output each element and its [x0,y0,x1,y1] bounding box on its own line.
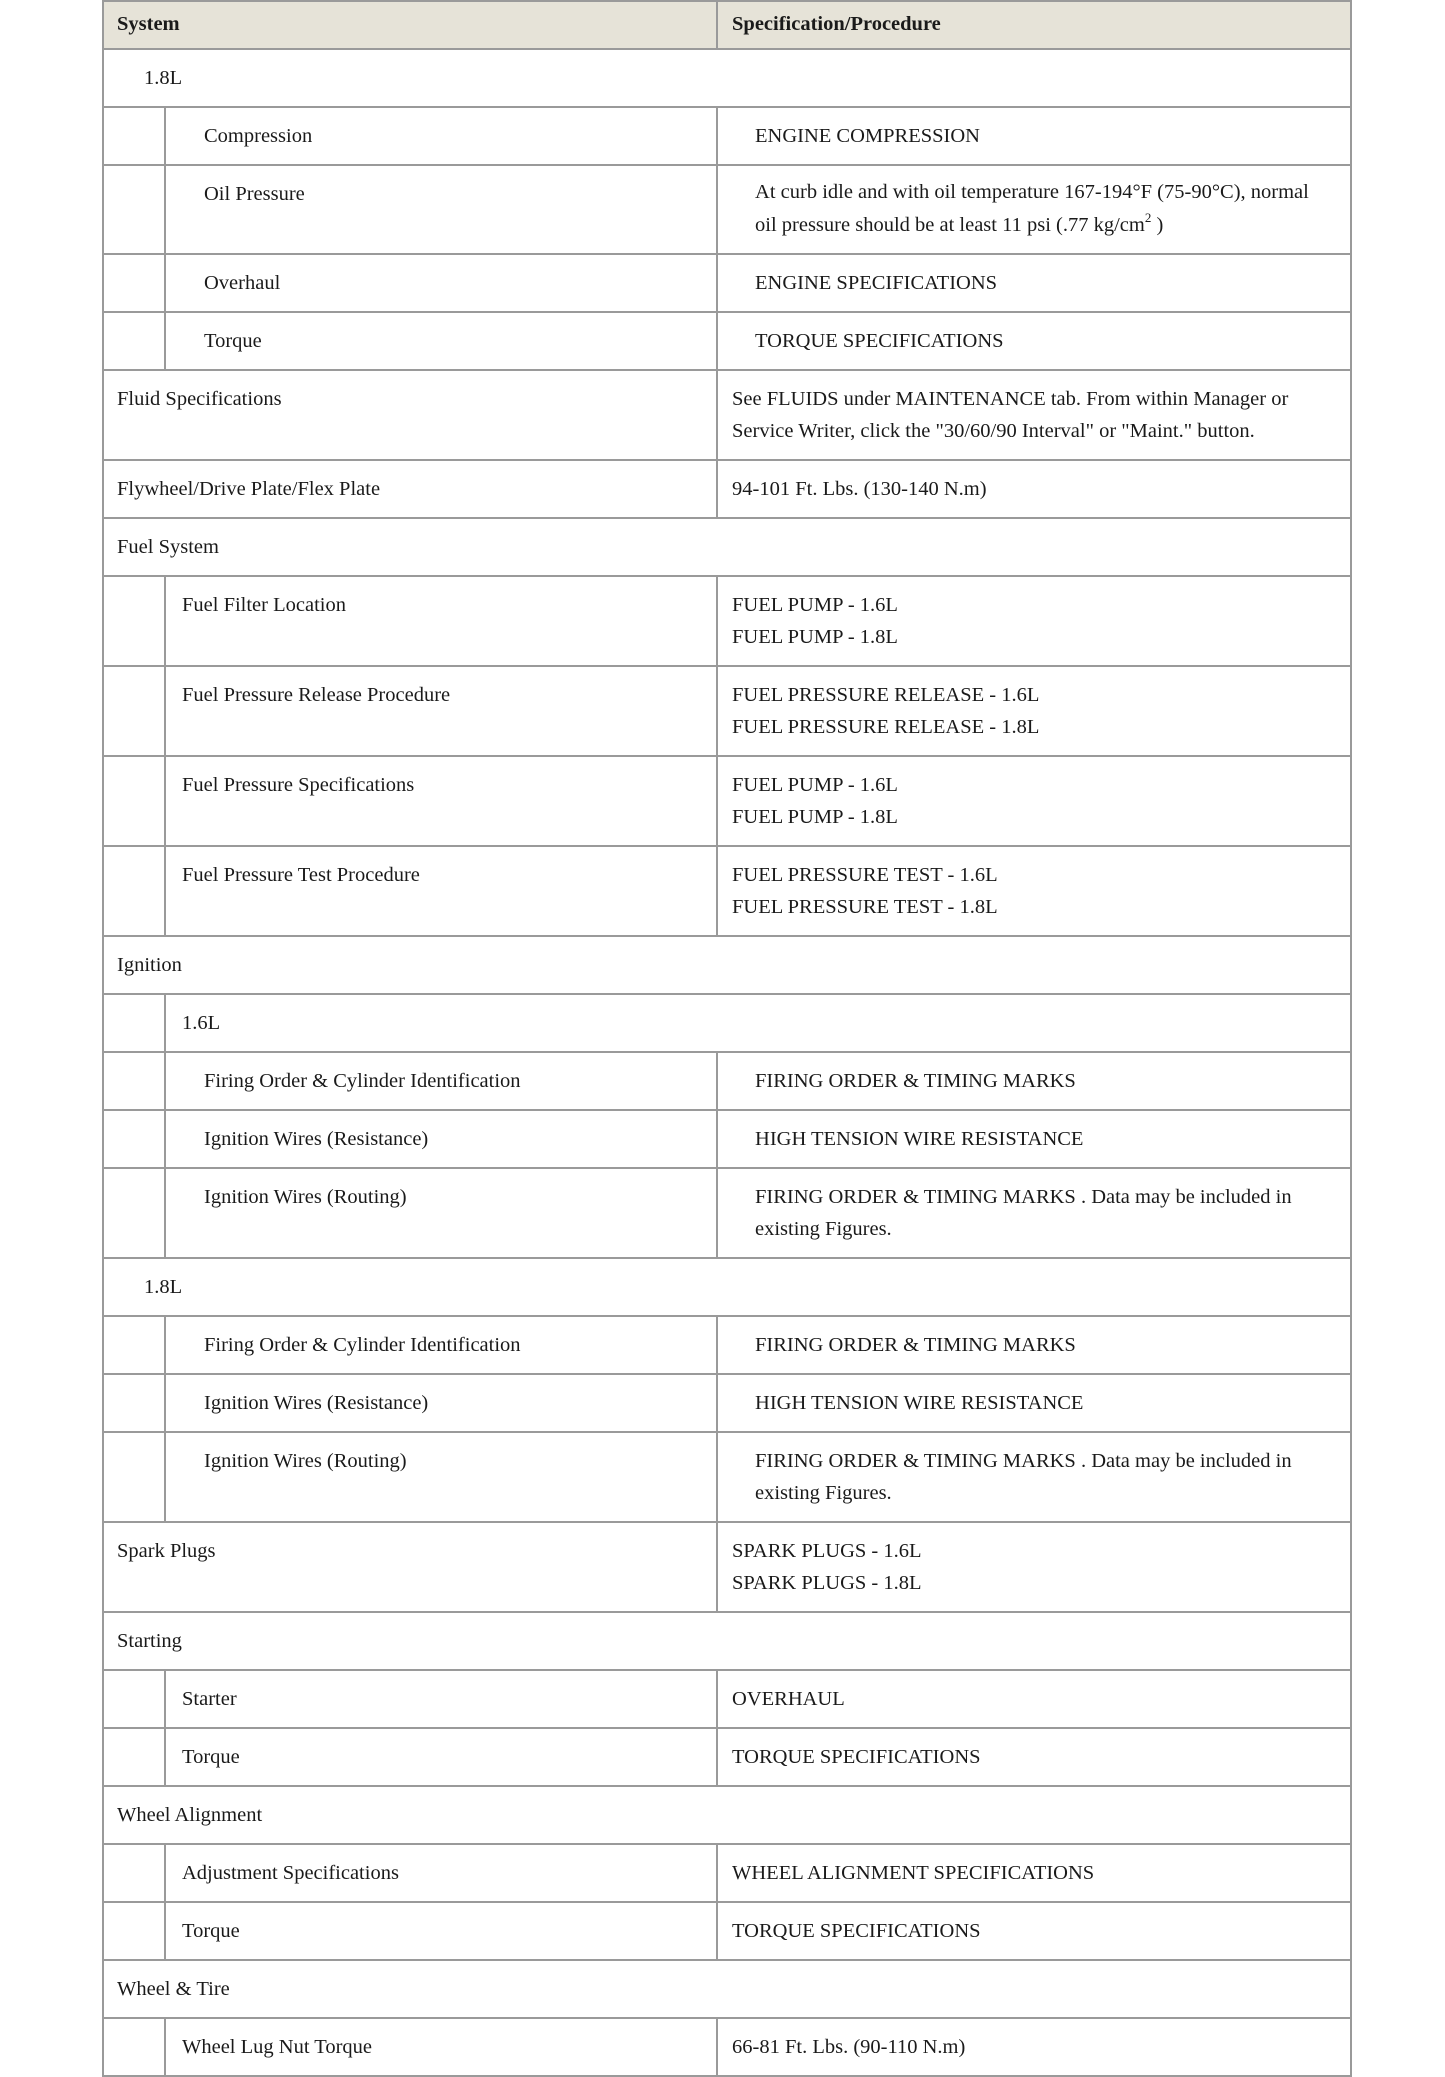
table-row [103,1902,1351,1960]
system-cell: Torque [182,1920,240,1942]
system-cell: Torque [182,1746,240,1768]
system-cell: Fuel Pressure Test Procedure [182,864,420,886]
spec-line: At curb idle and with oil temperature 167-194°F (75-90°C), normal [755,181,1309,203]
system-cell: Ignition Wires (Resistance) [204,1128,429,1150]
table-row [103,576,1351,666]
spec-cell: OVERHAUL [732,1688,845,1710]
system-cell: Fuel Pressure Specifications [182,774,415,796]
table-row [103,1374,1351,1432]
section-label: 1.8L [144,1276,183,1298]
spec-line: See FLUIDS under MAINTENANCE tab. From within Manager or [732,388,1289,410]
section-row [103,1258,1351,1316]
table-row [103,370,1351,460]
spec-cell [718,1523,1350,1611]
spec-cell [718,757,1350,845]
spec-cell: ENGINE COMPRESSION [755,125,980,147]
section-label: Starting [117,1630,182,1652]
table-row [103,254,1351,312]
spec-text: oil pressure should be at least 11 psi (.77 kg/cm [755,214,1145,236]
system-cell: Oil Pressure [204,183,305,205]
spec-line: FUEL PUMP - 1.6L [732,594,898,616]
section-row [103,518,1351,576]
spec-line: FUEL PRESSURE TEST - 1.6L [732,864,998,886]
spec-line: SPARK PLUGS - 1.6L [732,1540,922,1562]
spec-cell [718,1169,1350,1257]
section-label: Wheel Alignment [117,1804,263,1826]
spec-line: FIRING ORDER & TIMING MARKS . Data may be included in [755,1186,1292,1208]
system-cell: Torque [204,330,262,352]
system-cell: Ignition Wires (Resistance) [204,1392,429,1414]
spec-line: existing Figures. [755,1482,892,1504]
column-header-system: System [103,1,717,49]
spec-line: FUEL PUMP - 1.8L [732,626,898,648]
table-row [103,1844,1351,1902]
table-row [103,460,1351,518]
table-row [103,756,1351,846]
system-cell: Ignition Wires (Routing) [204,1186,407,1208]
spec-line [755,209,1338,242]
table-row [103,2018,1351,2076]
table-row [103,312,1351,370]
superscript: 2 [1144,210,1152,225]
table-row [103,1522,1351,1612]
spec-cell: ENGINE SPECIFICATIONS [755,272,998,294]
spec-text: ) [1151,214,1164,236]
header-row [103,1,1351,49]
table-row [103,1432,1351,1522]
system-cell: Ignition Wires (Routing) [204,1450,407,1472]
table-row [103,846,1351,936]
spec-table [102,0,1352,2077]
section-label: 1.8L [144,67,183,89]
table-row [103,1110,1351,1168]
section-label: Wheel & Tire [117,1978,230,2000]
table-row [103,165,1351,254]
table-row [103,1728,1351,1786]
spec-cell: FIRING ORDER & TIMING MARKS [755,1334,1076,1356]
system-cell: Fuel Filter Location [182,594,346,616]
spec-cell: HIGH TENSION WIRE RESISTANCE [755,1392,1084,1414]
spec-cell [718,847,1350,935]
system-cell: Flywheel/Drive Plate/Flex Plate [117,478,381,500]
section-label: Ignition [117,954,182,976]
section-row [103,1960,1351,2018]
system-cell: Compression [204,125,313,147]
section-row [103,49,1351,107]
system-cell: Overhaul [204,272,281,294]
section-label: Fuel System [117,536,219,558]
table-row [103,1052,1351,1110]
spec-cell [718,667,1350,755]
spec-cell [718,1433,1350,1521]
section-row [103,1786,1351,1844]
spec-line: FUEL PUMP - 1.8L [732,806,898,828]
spec-cell: FIRING ORDER & TIMING MARKS [755,1070,1076,1092]
table-row [103,1168,1351,1258]
system-cell: Firing Order & Cylinder Identification [204,1070,521,1092]
spec-cell: TORQUE SPECIFICATIONS [755,330,1004,352]
spec-cell: WHEEL ALIGNMENT SPECIFICATIONS [732,1862,1095,1884]
spec-cell [718,166,1350,252]
subsection-row [103,994,1351,1052]
section-row [103,936,1351,994]
spec-line: FUEL PRESSURE RELEASE - 1.8L [732,716,1040,738]
spec-cell: HIGH TENSION WIRE RESISTANCE [755,1128,1084,1150]
spec-cell: 94-101 Ft. Lbs. (130-140 N.m) [732,478,987,500]
table-row [103,107,1351,165]
spec-line: FUEL PRESSURE TEST - 1.8L [732,896,998,918]
subsection-label: 1.6L [182,1012,221,1034]
spec-line: existing Figures. [755,1218,892,1240]
table-row [103,666,1351,756]
spec-cell [718,371,1350,459]
spec-line: FUEL PRESSURE RELEASE - 1.6L [732,684,1040,706]
system-cell: Fuel Pressure Release Procedure [182,684,451,706]
spec-cell: TORQUE SPECIFICATIONS [732,1746,981,1768]
system-cell: Fluid Specifications [117,388,282,410]
column-header-spec: Specification/Procedure [717,1,1351,49]
system-cell: Adjustment Specifications [182,1862,399,1884]
system-cell: Firing Order & Cylinder Identification [204,1334,521,1356]
spec-line: FUEL PUMP - 1.6L [732,774,898,796]
spec-line: Service Writer, click the "30/60/90 Interval" or "Maint." button. [732,420,1255,442]
spec-cell [718,577,1350,665]
system-cell: Spark Plugs [117,1540,216,1562]
system-cell: Wheel Lug Nut Torque [182,2036,373,2058]
spec-cell: TORQUE SPECIFICATIONS [732,1920,981,1942]
system-cell: Starter [182,1688,237,1710]
spec-cell: 66-81 Ft. Lbs. (90-110 N.m) [732,2036,966,2058]
spec-line: FIRING ORDER & TIMING MARKS . Data may be included in [755,1450,1292,1472]
section-row [103,1612,1351,1670]
spec-line: SPARK PLUGS - 1.8L [732,1572,922,1594]
table-row [103,1316,1351,1374]
table-row [103,1670,1351,1728]
